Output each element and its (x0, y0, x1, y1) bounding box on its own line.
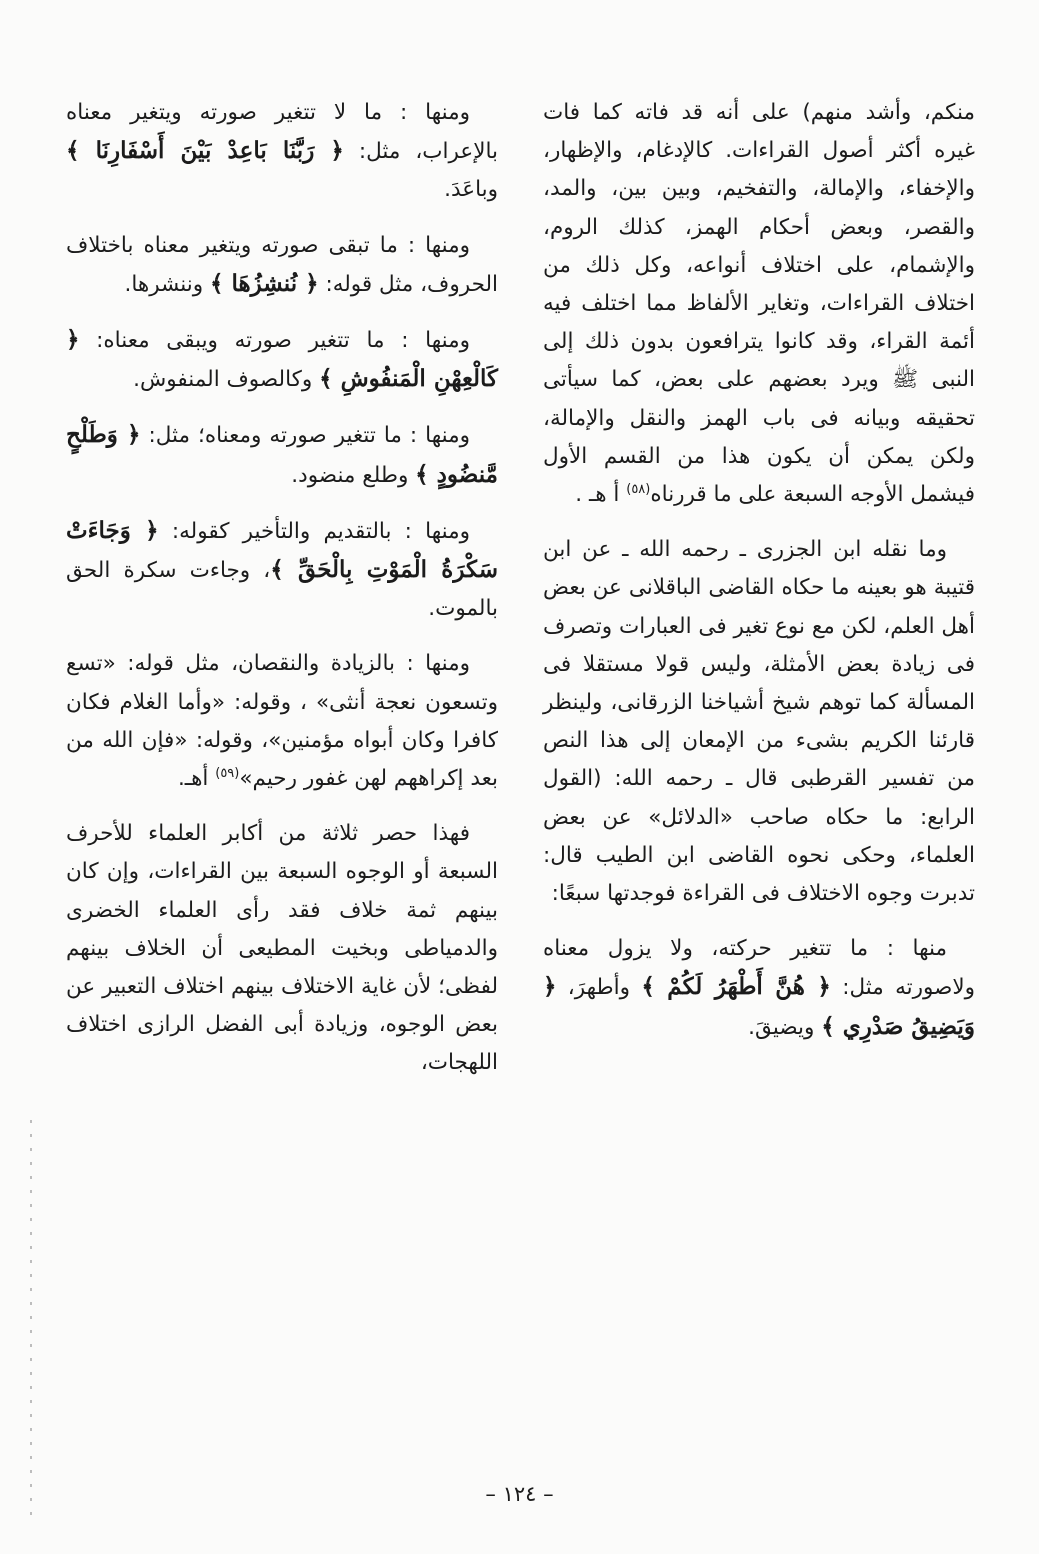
paragraph (543, 930, 975, 1047)
footnote-reference: (٥٨) (626, 481, 651, 497)
paragraph-text: أهـ. (177, 766, 216, 792)
paragraph-text: وباعَدَ. (444, 177, 498, 203)
paragraph-text: ومنها : ما تبقى صورته ويتغير معناه باختلاف الحروف، مثل قوله: (66, 232, 498, 297)
binding-edge-mark (30, 1120, 32, 1520)
paragraph (66, 416, 498, 494)
footnote-reference: (٥٩) (215, 765, 240, 781)
paragraph (66, 815, 498, 1082)
left-column (66, 94, 498, 1100)
paragraph-text: فهذا حصر ثلاثة من أكابر العلماء للأحرف السبعة أو الوجوه السبعة بين القراءات، وإن كان بينهم ثمة خلاف فقد رأى العلماء الخضرى والدمياطى وبخيت المطيعى أن الخلاف بينهم لفظى؛ لأن غاية الاختلاف بينهم اختلاف التعبير عن بعض الوجوه، وزيادة أبى الفضل الرازى اختلاف اللهجات، (66, 821, 498, 1076)
quran-verse: ﴿ هُنَّ أَطْهَرُ لَكُمْ ﴾ (641, 973, 831, 1001)
paragraph-text: منها : ما تتغير حركته، ولا يزول معناه ولاصورته مثل: (543, 936, 976, 1001)
quran-verse: ﴿ رَبَّنَا بَاعِدْ بَيْنَ أَسْفَارِنَا ﴾ (66, 137, 344, 165)
quran-verse: ﴿ كَالْعِهْنِ الْمَنفُوشِ ﴾ (66, 326, 498, 393)
quran-verse: ﴿ وَجَاءَتْ سَكْرَةُ الْمَوْتِ بِالْحَقِّ ﴾ (66, 516, 498, 584)
paragraph (543, 94, 975, 514)
paragraph-text: ومنها : بالزيادة والنقصان، مثل قوله: «تسع وتسعون نعجة أنثى» ، وقوله: «وأما الغلام فكان كافرا وكان أبواه مؤمنين»، وقوله: «فإن الله من بعد إكراههم لهن غفور رحيم» (66, 651, 498, 792)
paragraph-text: ومنها : ما تتغير صورته ويبقى معناه: (79, 328, 470, 354)
page-number: – ١٢٤ – (485, 1482, 554, 1506)
paragraph-text: منكم، وأشد منهم) على أنه قد فاته كما فات غيره أكثر أصول القراءات. كالإدغام، والإظهار، والإخفاء، والإمالة، والتفخيم، وبين بين، والمد، والقصر، وبعض أحكام الهمز، كذلك الروم، والإشمام، على اختلاف أنواعه، وكل ذلك من اختلاف القراءات، وتغاير الألفاظ مما اختلف فيه أئمة القراء، وقد كانوا يترافعون بدون ذلك إلى النبى ﷺ ويرد بعضهم على بعض، كما سيأتى تحقيقه وبيانه فى باب الهمز والنقل والإمالة، ولكن يمكن أن يكون هذا من القسم الأول فيشمل الأوجه السبعة على ما قررناه (543, 100, 975, 508)
quran-verse: ﴿ نُنشِزُهَا ﴾ (209, 269, 319, 297)
paragraph (66, 227, 498, 304)
right-column (543, 94, 975, 1064)
paragraph-text: وننشرها. (124, 271, 210, 297)
paragraph-text: ويضيقَ. (748, 1014, 822, 1040)
quran-verse: ﴿ وَطَلْحٍ مَّنضُودٍ ﴾ (66, 421, 498, 488)
paragraph-text: وطلع منضود. (291, 462, 416, 488)
paragraph (66, 645, 498, 798)
paragraph (66, 94, 498, 210)
paragraph-text: ومنها : ما لا تتغير صورته ويتغير معناه بالإعراب، مثل: (66, 100, 498, 165)
paragraph-text: وما نقله ابن الجزرى ـ رحمه الله ـ عن ابن قتيبة هو بعينه ما حكاه القاضى الباقلانى عن بعض أهل العلم، لكن مع نوع تغير فى العبارات وتصرف فى زيادة بعض الأمثلة، وليس قولا مستقلا فى المسألة كما توهم شيخ أشياخنا الزرقانى، ولينظر قارئنا الكريم بشىء من الإمعان إلى هذا النص من تفسير القرطبى قال ـ رحمه الله: (القول الرابع: ما حكاه صاحب «الدلائل» عن بعض العلماء، وحكى نحوه القاضى ابن الطيب قال: تدبرت وجوه الاختلاف فى القراءة فوجدتها سبعًا: (543, 537, 975, 907)
paragraph (66, 512, 498, 629)
paragraph-text: ، وجاءت سكرة الحق بالموت. (66, 558, 498, 622)
paragraph-text: وكالصوف المنفوش. (133, 367, 320, 393)
paragraph (66, 321, 498, 399)
paragraph-text: وأطهرَ، (556, 975, 642, 1001)
paragraph-text: ومنها : بالتقديم والتأخير كقوله: (158, 518, 470, 544)
quran-verse: ﴿ وَيَضِيقُ صَدْرِي ﴾ (543, 973, 975, 1040)
paragraph-text: ومنها : ما تتغير صورته ومعناه؛ مثل: (140, 423, 470, 449)
paragraph-text: أ هـ . (575, 482, 627, 508)
paragraph (543, 531, 975, 913)
